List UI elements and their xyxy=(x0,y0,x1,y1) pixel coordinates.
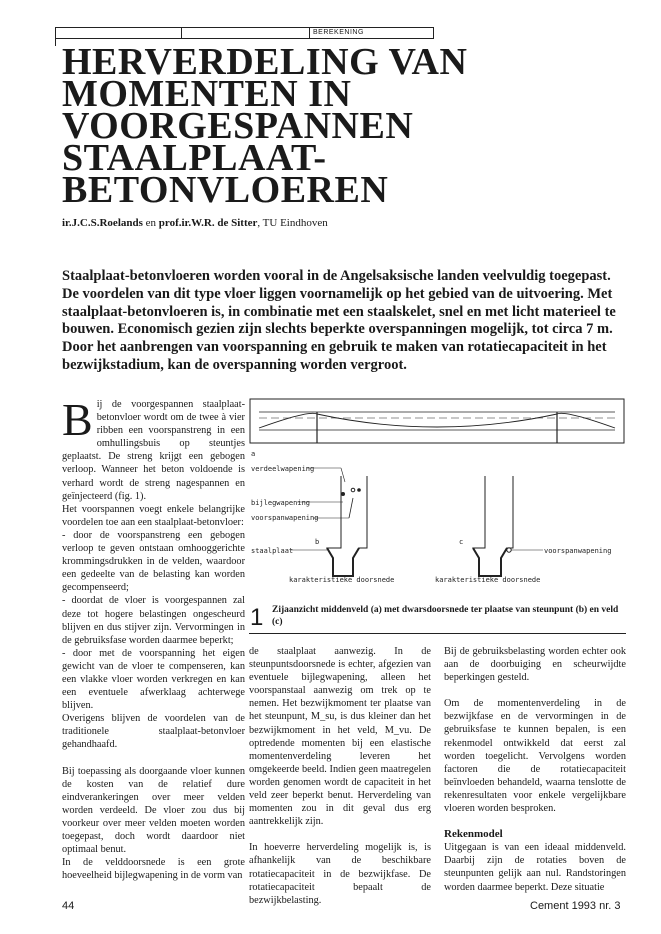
header-cell xyxy=(56,28,182,38)
title-line: STAALPLAAT-BETONVLOEREN xyxy=(62,137,389,211)
text-column-3 xyxy=(444,645,626,894)
label-staalplaat: staalplaat xyxy=(251,547,294,555)
label-voorspanwapening-c: voorspanwapening xyxy=(544,547,612,555)
subheading: Rekenmodel xyxy=(444,828,503,841)
author-1: ir.J.C.S.Roelands xyxy=(62,217,143,229)
paragraph: Overigens blijven de voordelen van de traditionele staalplaat-betonvloer gehandhaafd. xyxy=(62,713,245,751)
section-label: BEREKENING xyxy=(313,29,364,36)
title-line: VOORGESPANNEN xyxy=(62,105,414,147)
cross-section-c xyxy=(473,476,513,576)
figure-1 xyxy=(249,398,625,598)
label-kar-b: karakteristieke doorsnede xyxy=(289,576,395,584)
label-kar-c: karakteristieke doorsnede xyxy=(435,576,541,584)
label-verdeelwapening: verdeelwapening xyxy=(251,465,315,473)
paragraph: Om de momentenverdeling in de bezwijkfase en de vervormingen in de gebruiksfase te kunnen bepalen, is een rekenmodel ontwikkeld dat eerst zal worden toegelicht. Vervolgens worden factoren die de rotatiecapaciteit beïnvloeden behandeld, waarna tenslotte de rekenresultaten voor enkele vergelijkbare vloeren worden besproken. xyxy=(444,698,626,815)
author-conjunction: en xyxy=(142,217,159,229)
paragraph: Bij toepassing als doorgaande vloer kunnen de kosten van de relatief dure eindverankeringen over meer velden worden verdeeld. De vloer zou dus bij voorkeur over meer velden moeten worden toegepast, doch wordt daardoor niet optimaal benut. xyxy=(62,765,245,856)
list-item: - door de voorspanstreng een gebogen verloop te geven ontstaan omhooggerichte krommingsdrukken in de velden, waardoor een gedeelte van de belasting kan worden gecompenseerd; xyxy=(62,529,245,594)
paragraph: In de velddoorsnede is een grote hoeveelheid bijlegwapening in de vorm van xyxy=(62,857,245,882)
list-item: - doordat de vloer is voorgespannen zal deze tot hogere belastingen ongescheurd blijven en dus stijver zijn. Vervormingen in de gebruiksfase worden daarmee beperkt; xyxy=(62,595,245,646)
paragraph: de staalplaat aanwezig. In de steunpuntsdoorsnede is echter, afgezien van eventuele bijlegwapening, alleen het voorspanstaal aanwezig om trek op te nemen. Het bezwijkmoment ter plaatse van het steunpunt, M_su, is dus kleiner dan het bezwijkmoment in het veld, M_vu. De optredende momenten bij een elastische momentenverdeling leveren het omgekeerde beeld. Indien geen maatregelen worden genomen wordt de capaciteit in het veld zeer beperkt benut. Herverdeling van momenten zou in dit geval dus erg aantrekkelijk zijn. xyxy=(249,646,431,828)
text-column-1 xyxy=(62,394,245,882)
journal-reference: Cement 1993 nr. 3 xyxy=(530,900,621,912)
title-line: HERVERDELING VAN xyxy=(62,41,468,83)
author-line xyxy=(62,217,328,229)
list-item: - door met de voorspanning het eigen gewicht van de vloer te compenseren, kan een vlakke vloer worden verkregen en kan een eventuele afwerklaag achterwege blijven. xyxy=(62,647,245,712)
header-cell xyxy=(181,28,310,38)
caption-rule xyxy=(249,633,626,634)
caption-number: 1 xyxy=(250,604,264,631)
paragraph: Bij de gebruiksbelasting worden echter ook aan de doorbuiging en scheurwijdte beperkingen gesteld. xyxy=(444,646,626,684)
title-line: MOMENTEN IN xyxy=(62,73,352,115)
text-column-2 xyxy=(249,645,431,907)
label-bijlegwapening: bijlegwapening xyxy=(251,499,311,507)
paragraph: ij de voorgespannen staalplaat-betonvloer wordt om de twee à vier ribben een voorspanstreng in een omhullingsbuis op steuntjes geplaatst. De streng krijgt een gebogen verloop. Wanneer het beton voldoende is verhard wordt de streng nagespannen en geïnjecteerd (fig. 1). xyxy=(62,399,245,502)
author-2: prof.ir.W.R. de Sitter xyxy=(158,217,258,229)
paragraph: Uitgegaan is van een ideaal middenveld. Daarbij zijn de rotaties boven de steunpunten gelijk aan nul. Randstoringen worden daarmee beperkt. Deze situatie xyxy=(444,842,626,893)
paragraph: Het voorspannen voegt enkele belangrijke voordelen toe aan een staalplaat-betonvloer: xyxy=(62,503,245,528)
page-number: 44 xyxy=(62,900,75,912)
drop-cap: B xyxy=(62,394,93,445)
label-c: c xyxy=(459,538,464,546)
paragraph: In hoeverre herverdeling mogelijk is, is afhankelijk van de beschikbare rotatiecapaciteit in de bezwijkfase. De rotatiecapaciteit bepaalt de bezwijkbelasting. xyxy=(249,842,431,906)
figure-caption: Zijaanzicht middenveld (a) met dwarsdoorsnede ter plaatse van steunpunt (b) en veld (c) xyxy=(272,605,619,627)
lead-paragraph: Staalplaat-betonvloeren worden vooral in de Angelsaksische landen veelvuldig toegepast. De voordelen van dit type vloer liggen voornamelijk op het gebied van de uitvoering. Met staalplaat-betonvloeren is, in combinatie met een staalskelet, snel en met licht materieel te bouwen. Economisch gezien zijn slechts beperkte overspanningen mogelijk, tot circa 7 m. Door het aanbrengen van voorspanning en gebruik te maken van rotatiecapaciteit in het bezwijkstadium, kan de overspanning worden vergroot. xyxy=(62,268,616,373)
tendon-profile xyxy=(259,413,615,428)
margin-rule xyxy=(55,38,56,46)
label-b: b xyxy=(315,538,320,546)
label-voorspanwapening: voorspanwapening xyxy=(251,514,319,522)
cross-section-b xyxy=(327,476,367,576)
label-a: a xyxy=(251,450,256,458)
side-view-frame xyxy=(250,399,624,443)
author-affiliation: , TU Eindhoven xyxy=(257,217,328,229)
article-title xyxy=(62,41,622,211)
